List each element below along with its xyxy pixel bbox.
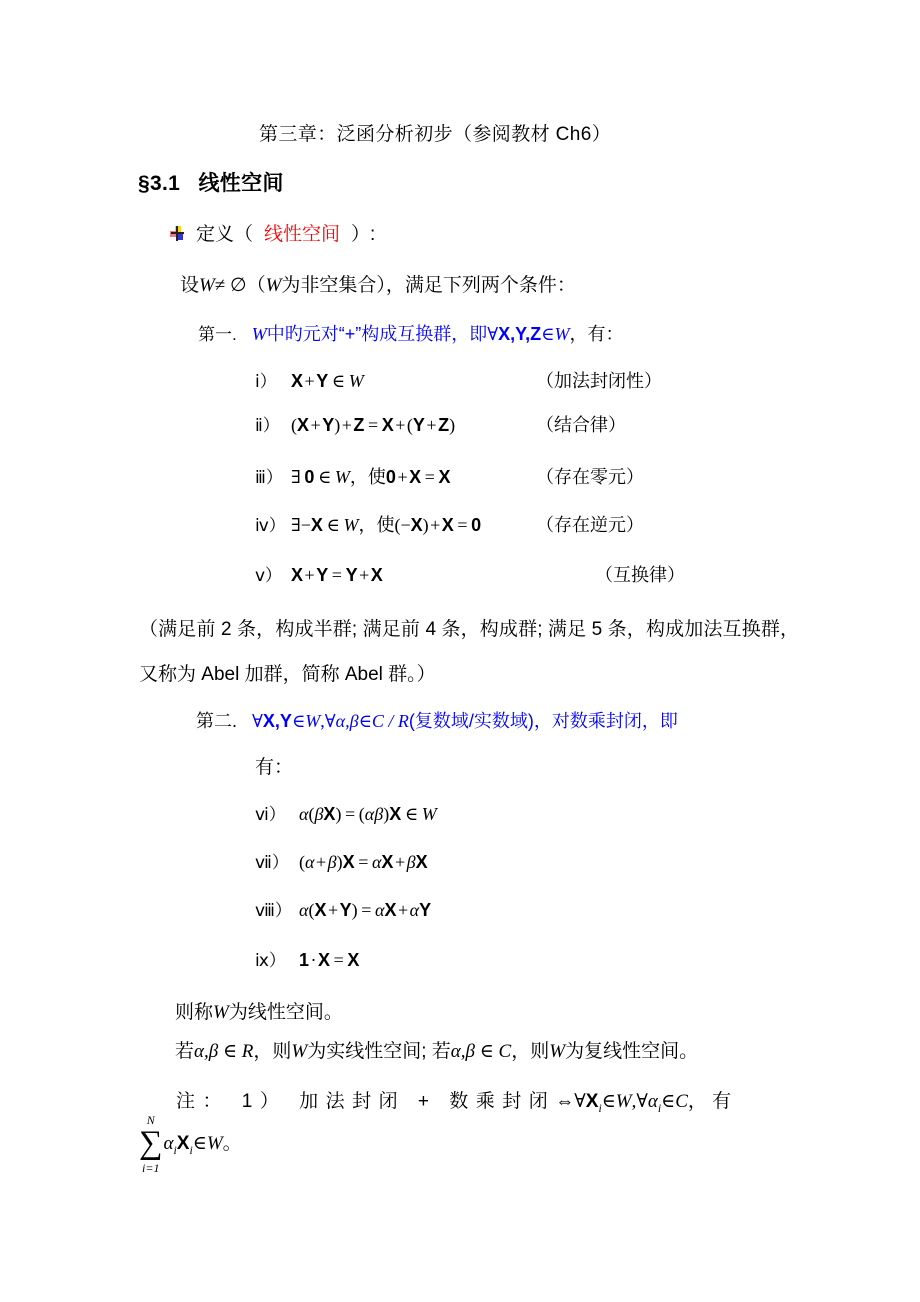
remark-sub-1: i	[598, 1101, 602, 1115]
first-condition-line	[198, 320, 623, 346]
axiom-row	[255, 946, 359, 971]
setup-text: 为非空集合），满足下列两个条件：	[281, 275, 576, 296]
setup-line	[180, 270, 576, 297]
rc-p3: 为实线性空间; 若	[307, 1041, 451, 1062]
second-condition-in-1: ∈	[291, 711, 306, 731]
remark-line	[176, 1086, 796, 1116]
axiom-row	[255, 411, 626, 436]
second-condition-line	[196, 707, 678, 733]
section-title: 线性空间	[198, 172, 284, 195]
first-condition-text-1: 中旳元对	[266, 324, 339, 344]
second-condition-forall-2: ∀	[324, 711, 336, 731]
rc-p5: 为复线性空间。	[565, 1041, 699, 1062]
first-condition-tail: ，有：	[569, 324, 624, 344]
page-title: 第三章：泛函分析初步（参阅教材 Ch6）	[259, 124, 612, 145]
first-condition-label: 第一.	[198, 325, 237, 344]
axiom-row	[255, 511, 644, 537]
first-condition-forall: ∀	[487, 324, 499, 344]
axiom-numeral: ⅱ）	[255, 416, 280, 435]
axiom-numeral: ⅸ）	[255, 951, 286, 970]
sigma-glyph: ∑	[139, 1125, 163, 1162]
first-condition-in: ∈	[541, 324, 555, 344]
remark-tail: ， 有	[687, 1091, 732, 1112]
sum-set: W	[206, 1133, 223, 1154]
axiom-row	[255, 896, 431, 921]
sum-in: ∈	[192, 1133, 207, 1154]
real-complex-line	[175, 1036, 698, 1063]
axiom-note: （存在零元）	[536, 467, 644, 487]
rc-p4: ，则	[511, 1041, 550, 1062]
sum-alpha-sub: i	[173, 1143, 177, 1157]
sum-x: X	[176, 1133, 190, 1154]
axiom-row	[255, 800, 437, 825]
definition-term: 线性空间	[264, 224, 341, 245]
axiom-formula: (X + Y) + Z = X + (Y + Z)	[291, 415, 456, 435]
first-condition-w: W	[251, 324, 267, 344]
second-condition-set-2: C / R	[371, 711, 409, 731]
second-condition-set-1: W	[305, 711, 321, 731]
axiom-formula: ∃ 0 ∈ W，使0 + X = X	[291, 467, 451, 487]
axiom-row	[255, 848, 428, 873]
section-number: §3.1	[138, 172, 181, 195]
axiom-note: （存在逆元）	[536, 515, 644, 535]
setup-symbol-w2: W	[265, 275, 282, 296]
axiom-row	[255, 463, 644, 489]
axiom-note: （互换律）	[595, 565, 685, 585]
setup-symbol-w: W	[199, 275, 215, 296]
axiom-numeral: ⅶ）	[255, 853, 289, 872]
setup-relation: ≠ ∅	[214, 275, 247, 296]
definition-suffix: ）:	[351, 224, 376, 245]
axiom-numeral: ⅷ）	[255, 901, 292, 920]
second-condition-vars-2: α,β	[335, 711, 359, 731]
conclusion-prefix: 则称	[175, 1002, 214, 1023]
remark-set-2: C	[675, 1091, 688, 1112]
sum-upper-limit: N	[146, 1113, 155, 1128]
first-condition-text-2: 构成互换群，即	[361, 324, 488, 344]
definition-line	[170, 219, 375, 246]
setup-open-paren: （	[246, 275, 266, 296]
axiom-note: （结合律）	[536, 415, 626, 435]
remark-sub-2: i	[657, 1101, 662, 1115]
rc-m1: α,β ∈ R	[194, 1041, 254, 1062]
remark-comma: ,	[631, 1091, 637, 1112]
second-condition-comma: ,	[320, 711, 325, 731]
group-note-paragraph: （满足前 2 条，构成半群; 满足前 4 条，构成群; 满足 5 条，构成加法互换群，又称为 Abel 加群，简称 Abel 群。）	[139, 619, 799, 685]
rc-m2: W	[291, 1041, 308, 1062]
remark-text: 注： 1） 加法封闭 + 数乘封闭	[176, 1091, 556, 1112]
conclusion-symbol: W	[213, 1002, 229, 1023]
axiom-row	[255, 367, 662, 392]
remark-set-1: W	[615, 1091, 632, 1112]
rc-p2: ，则	[253, 1041, 292, 1062]
sum-x-sub: i	[189, 1143, 193, 1157]
second-condition-in-2: ∈	[358, 711, 372, 731]
summation-operator	[139, 1113, 163, 1175]
first-condition-set: W	[554, 324, 570, 344]
rc-p1: 若	[175, 1041, 195, 1062]
conclusion-suffix: 为线性空间。	[228, 1002, 343, 1023]
second-condition-tail: ，对数乘封闭，即	[533, 711, 678, 731]
sum-lower-limit: i=1	[142, 1160, 160, 1175]
remark-forall-2: ∀	[636, 1091, 648, 1112]
definition-label: 定义（	[196, 224, 254, 245]
remark-iff: ⇔	[555, 1091, 575, 1112]
axiom-numeral: ⅳ）	[255, 516, 286, 535]
setup-prefix: 设	[180, 275, 200, 296]
axiom-formula: (α + β)X = αX + βX	[299, 852, 428, 872]
axiom-numeral: ⅰ）	[255, 372, 277, 391]
sum-formula	[139, 1113, 242, 1175]
second-condition-label: 第二.	[196, 711, 238, 731]
axiom-formula: α(βX) = (αβ)X ∈ W	[299, 804, 437, 824]
rc-m3: α,β ∈ C	[450, 1041, 512, 1062]
axiom-row	[255, 561, 685, 586]
sum-period: 。	[222, 1133, 242, 1154]
axiom-formula: ∃−X ∈ W，使(−X) + X = 0	[291, 515, 482, 535]
second-condition-continuation: 有：	[255, 757, 294, 778]
remark-var-1: X	[585, 1091, 599, 1112]
first-condition-quoted-op: “+”	[338, 324, 362, 344]
second-condition-vars-1: X,Y	[262, 711, 292, 731]
remark-forall-1: ∀	[574, 1091, 586, 1112]
second-condition-field-note: (复数域/实数域)	[408, 711, 534, 731]
colored-cross-bullet-icon	[170, 226, 185, 241]
axiom-numeral: ⅲ）	[255, 468, 283, 487]
axiom-numeral: ⅵ）	[255, 805, 286, 824]
axiom-note: （加法封闭性）	[536, 371, 662, 391]
axiom-formula: α(X + Y) = αX + αY	[299, 900, 432, 920]
second-condition-forall-1: ∀	[252, 711, 263, 731]
remark-in-2: ∈	[661, 1091, 676, 1112]
section-heading-spacer	[186, 172, 192, 195]
remark-in-1: ∈	[601, 1091, 616, 1112]
sum-alpha: α	[163, 1133, 174, 1154]
conclusion-line	[175, 997, 343, 1024]
section-heading	[138, 167, 284, 197]
axiom-formula: X + Y = Y + X	[291, 565, 383, 585]
axiom-formula: X + Y ∈ W	[291, 371, 364, 391]
rc-m4: W	[549, 1041, 566, 1062]
axiom-numeral: ⅴ）	[255, 566, 283, 585]
axiom-formula: 1 · X = X	[299, 950, 360, 970]
remark-var-2: α	[647, 1091, 658, 1112]
first-condition-vars: X,Y,Z	[498, 324, 542, 344]
